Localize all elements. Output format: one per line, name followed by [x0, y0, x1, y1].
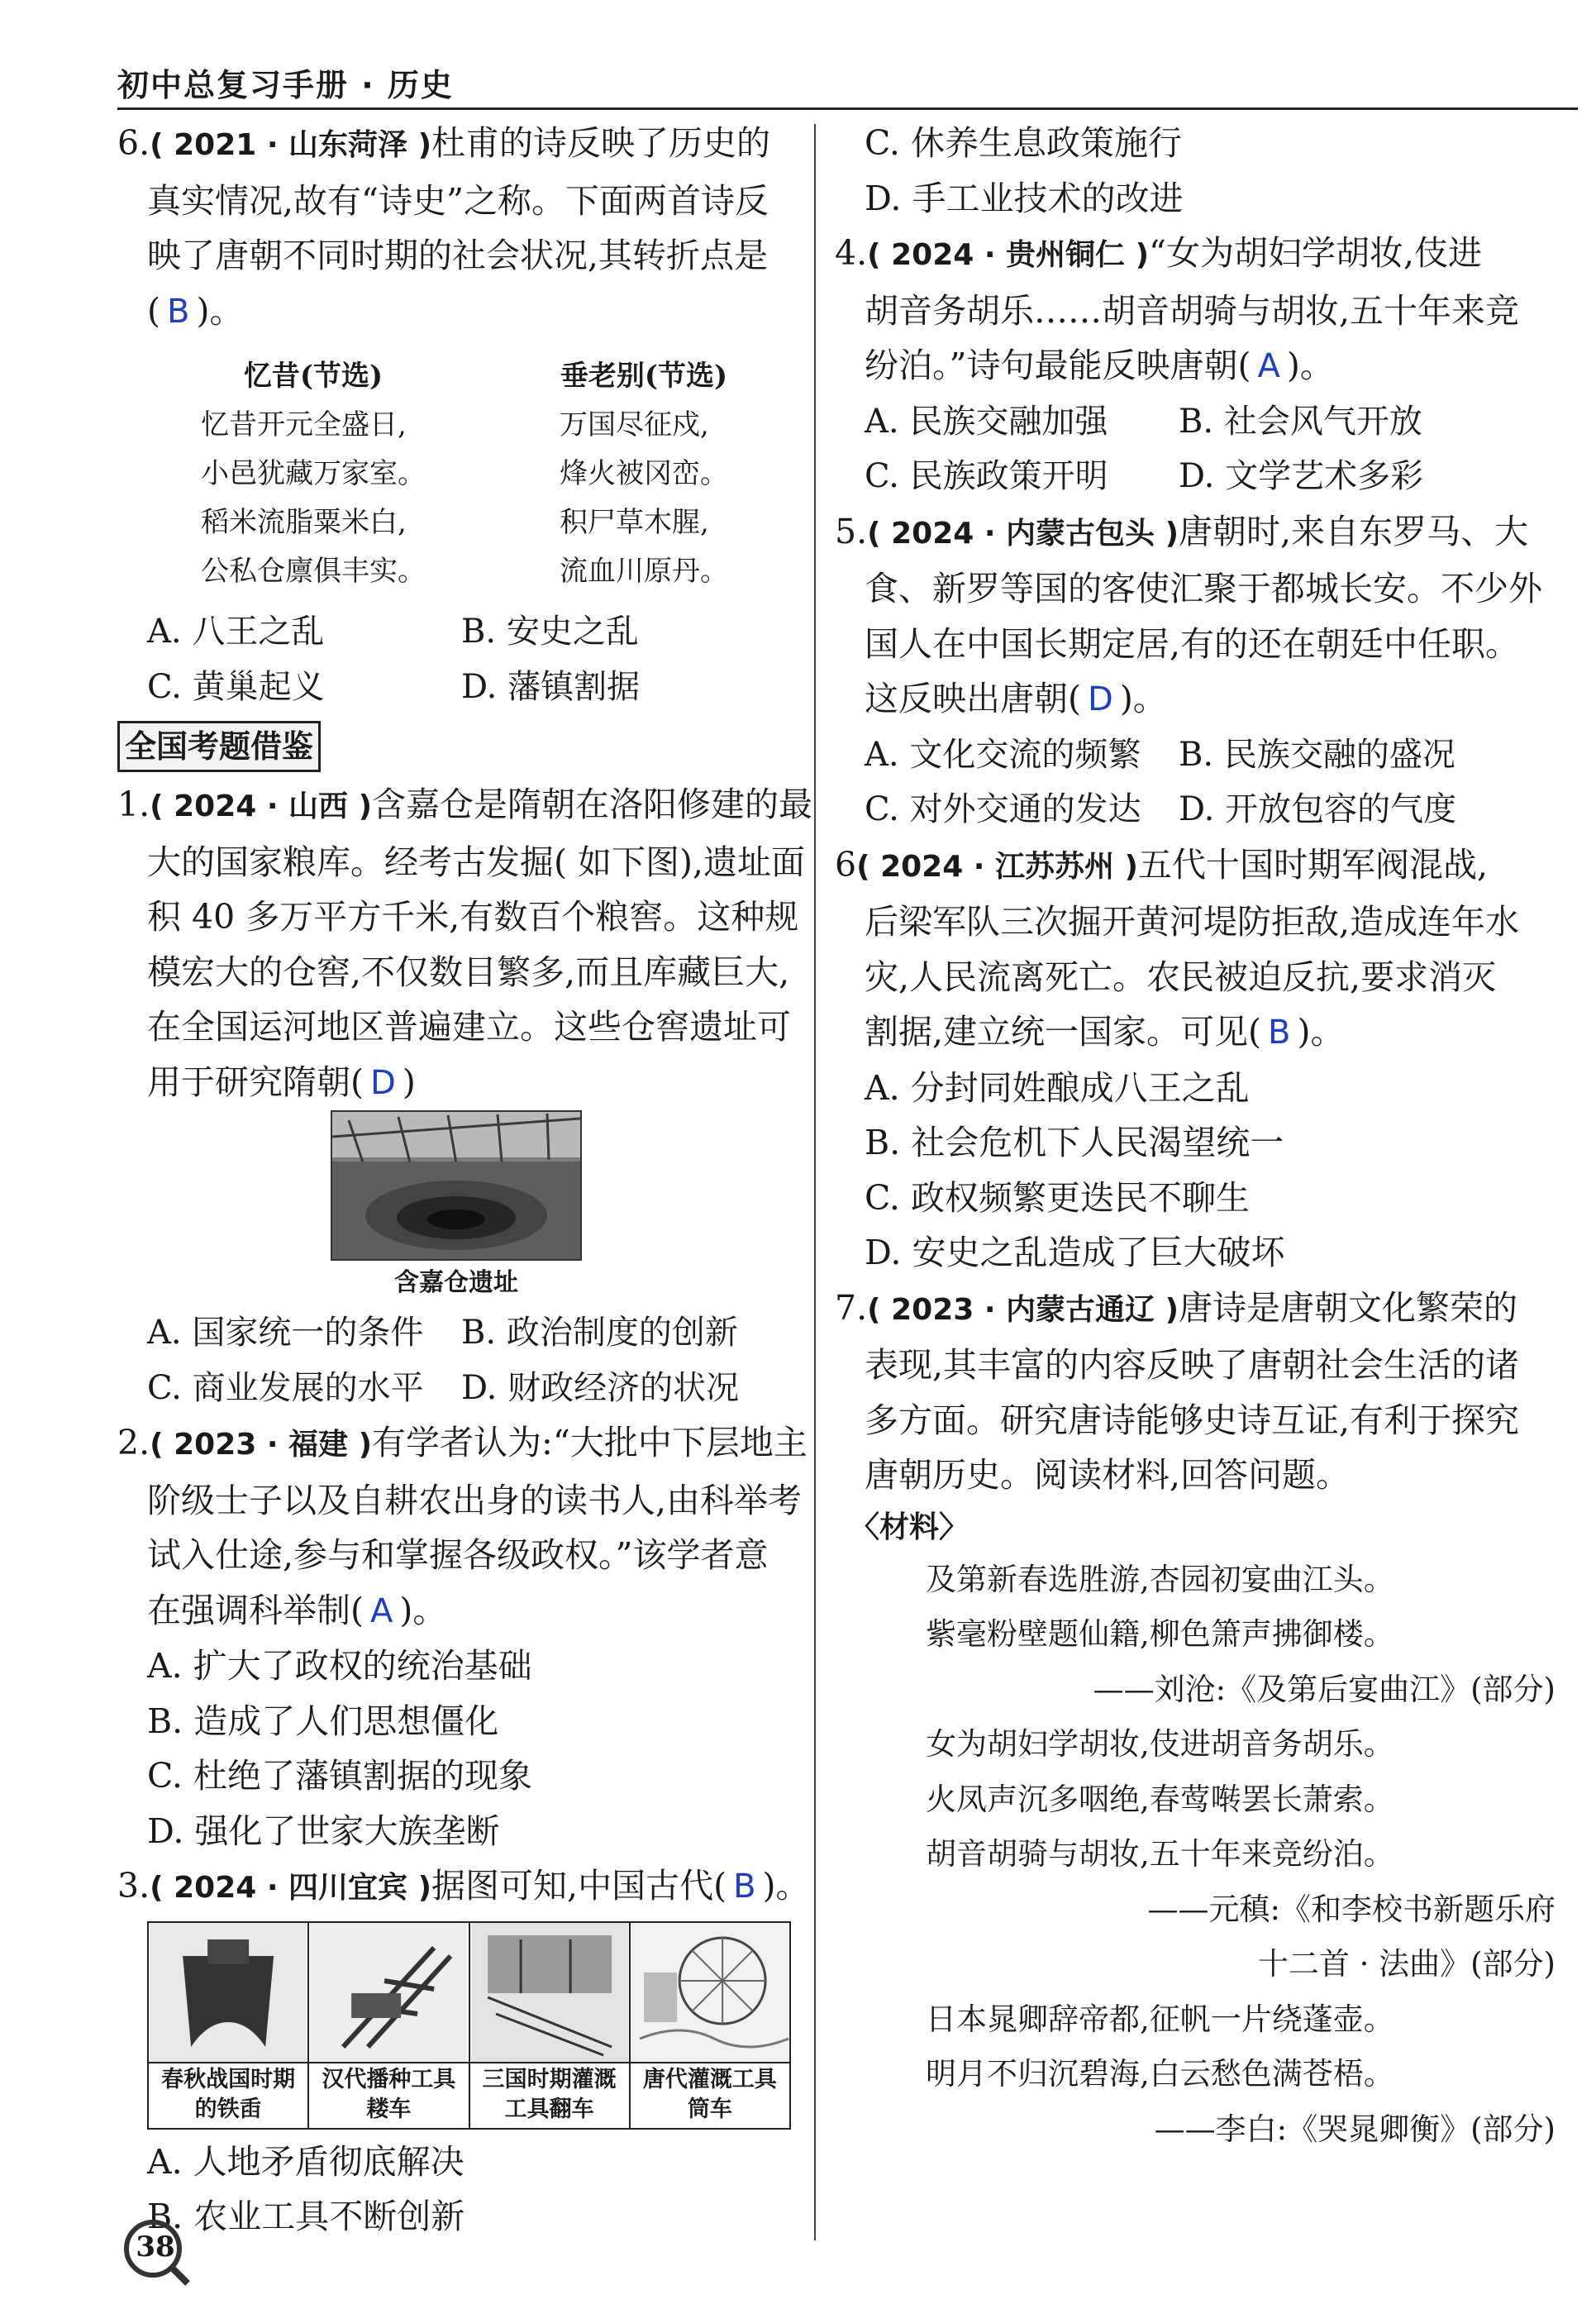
text-line: 后梁军队三次掘开黄河堤防拒敌,造成连年水	[865, 902, 1520, 942]
text-line: 有学者认为:“大批中下层地主	[372, 1423, 808, 1462]
text-line: 在强调科举制(	[147, 1590, 364, 1630]
option-d: D. 藩镇割据	[461, 667, 641, 706]
question-source: ( 2024 · 四川宜宾 )	[150, 1871, 432, 1905]
material-title: 〈材料〉	[850, 1510, 970, 1544]
question-7	[835, 1281, 1562, 2158]
poem-yixi	[201, 352, 426, 596]
text-line: 阶级士子以及自耕农出身的读书人,由科举考	[147, 1480, 803, 1520]
option-b: B. 民族交融的盛况	[1179, 735, 1455, 774]
text-line: 五代十国时期军阀混战,	[1138, 844, 1489, 885]
question-2	[117, 1415, 808, 1858]
text-line: )。	[1286, 346, 1334, 385]
text-line: 试入仕途,参与和掌握各级政权。”该学者意	[147, 1535, 769, 1575]
text-line: 积尸草木腥,	[560, 506, 709, 539]
tube-wheel-image	[631, 1923, 789, 2063]
material-verse: 火凤声沉多咽绝,春莺啭罢长萧索。	[926, 1781, 1394, 1817]
iron-spade-image	[149, 1923, 307, 2063]
text-line: 7.	[835, 1287, 868, 1328]
question-source: ( 2023 · 福建 )	[150, 1428, 373, 1462]
text-line: 筒车	[687, 2096, 732, 2122]
text-line: 这反映出唐朝(	[865, 679, 1081, 718]
text-line: )	[402, 1061, 416, 1102]
text-line: “女为胡妇学胡妆,伎进	[1149, 233, 1483, 273]
text-line: 垂老别(节选)	[560, 360, 728, 393]
tool-seed-drill	[307, 1923, 468, 2128]
question-source: ( 2024 · 江苏苏州 )	[856, 849, 1139, 884]
options-row	[117, 1361, 795, 1416]
option-d: D. 强化了世家大族垄断	[147, 1810, 500, 1851]
answer-mark: B	[1268, 1014, 1291, 1052]
text-line: 唐朝历史。阅读材料,回答问题。	[865, 1455, 1351, 1495]
answer-mark: B	[733, 1868, 756, 1906]
option-b: B. 社会危机下人民渴望统一	[865, 1123, 1284, 1162]
text-line: 胡音务胡乐……胡音胡骑与胡妆,五十年来竞	[865, 290, 1520, 331]
running-header: 初中总复习手册 · 历史	[117, 67, 454, 103]
right-column	[835, 116, 1562, 2157]
material-source: ——元稹:《和李校书新题乐府	[1147, 1891, 1556, 1927]
text-line: 纷泊。”诗句最能反映唐朝(	[865, 346, 1251, 385]
option-b: B. 政治制度的创新	[461, 1314, 738, 1352]
option-c: C. 民族政策开明	[865, 457, 1108, 495]
text-line: )。	[399, 1590, 447, 1630]
material-verse: 日本晁卿辞帝都,征帆一片绕蓬壶。	[926, 2001, 1394, 2037]
text-line: 忆昔开元全盛日,	[201, 408, 407, 441]
text-line: 用于研究隋朝(	[147, 1061, 364, 1102]
option-c: C. 黄巢起义	[147, 667, 325, 706]
question-source: ( 2024 · 内蒙古包头 )	[867, 516, 1179, 551]
text-line: 2.	[117, 1423, 150, 1462]
option-d: D. 手工业技术的改进	[865, 178, 1184, 218]
question-1	[117, 777, 813, 1415]
options-row	[117, 1305, 795, 1361]
text-line: 烽火被冈峦。	[560, 457, 728, 490]
text-line: 5.	[835, 511, 868, 551]
option-b: B. 农业工具不断创新	[147, 2197, 465, 2236]
text-line: 杜甫的诗反映了历史的	[431, 123, 771, 163]
text-line: 4.	[835, 233, 868, 273]
option-d: D. 文学艺术多彩	[1179, 457, 1424, 495]
answer-mark: A	[370, 1591, 393, 1630]
text-line: )。	[762, 1866, 810, 1906]
options-row	[835, 394, 1562, 450]
text-line: 三国时期灌溉	[482, 2066, 617, 2092]
page-number: 38	[136, 2230, 175, 2264]
left-column	[117, 116, 813, 2245]
option-d: D. 开放包容的气度	[1179, 790, 1457, 828]
material-source: ——李白:《哭晁卿衡》(部分)	[1154, 2111, 1556, 2147]
material-verse: 明月不归沉碧海,白云愁色满苍梧。	[926, 2056, 1394, 2092]
options-row	[117, 604, 795, 660]
column-divider	[814, 124, 816, 2240]
option-c: C. 休养生息政策施行	[865, 123, 1182, 163]
option-a: A. 人地矛盾彻底解决	[147, 2141, 465, 2182]
question-source: ( 2023 · 内蒙古通辽 )	[867, 1292, 1179, 1327]
material-source: 十二首 · 法曲》(部分)	[1257, 1946, 1556, 1982]
text-line: 流血川原丹。	[560, 555, 728, 588]
text-line: 耧车	[366, 2096, 412, 2122]
tool-iron-spade	[149, 1923, 307, 2128]
option-c: C. 对外交通的发达	[865, 790, 1141, 828]
header-rule	[117, 107, 1578, 110]
option-b: B. 安史之乱	[461, 613, 639, 651]
material-block	[835, 1553, 1562, 2158]
material-verse: 女为胡妇学胡妆,伎进胡音务胡乐。	[926, 1726, 1394, 1762]
text-line: 据图可知,中国古代(	[431, 1866, 727, 1906]
tool-dragon-backbone-pump	[469, 1923, 629, 2128]
option-a: A. 国家统一的条件	[147, 1314, 424, 1352]
text-line: 模宏大的仓窖,不仅数目繁多,而且库藏巨大,	[147, 952, 790, 992]
text-line: 食、新罗等国的客使汇聚于都城长安。不少外	[865, 569, 1542, 608]
option-c: C. 政权频繁更迭民不聊生	[865, 1177, 1250, 1218]
text-line: 大的国家粮库。经考古发掘( 如下图),遗址面	[147, 842, 806, 882]
text-line: 积 40 多万平方千米,有数百个粮窖。这种规	[147, 897, 799, 937]
answer-mark: A	[1257, 347, 1280, 385]
text-line: 在全国运河地区普遍建立。这些仓窖遗址可	[147, 1007, 791, 1047]
material-verse: 及第新春选胜游,杏园初宴曲江头。	[926, 1561, 1394, 1597]
text-line: 6.	[117, 123, 150, 163]
text-line: 割据,建立统一国家。可见(	[865, 1012, 1262, 1052]
poem-pair	[134, 352, 795, 596]
text-line: 多方面。研究唐诗能够史诗互证,有利于探究	[865, 1400, 1520, 1440]
question-source: ( 2024 · 贵州铜仁 )	[867, 238, 1150, 272]
text-line: 忆昔(节选)	[243, 360, 384, 393]
hanjiacang-photo	[117, 1110, 795, 1302]
text-line: 国人在中国长期定居,有的还在朝廷中任职。	[865, 623, 1520, 664]
option-a: A. 扩大了政权的统治基础	[147, 1646, 532, 1686]
answer-mark: B	[167, 292, 190, 331]
material-verse: 紫毫粉壁题仙籍,柳色箫声拂御楼。	[926, 1616, 1394, 1652]
text-line: 映了唐朝不同时期的社会状况,其转折点是	[147, 236, 769, 275]
question-source: ( 2021 · 山东菏泽 )	[150, 128, 432, 162]
text-line: 表现,其丰富的内容反映了唐朝社会生活的诸	[865, 1345, 1520, 1385]
question-3-continued	[835, 116, 1562, 226]
page-number-badge	[120, 2216, 191, 2287]
seed-drill-image	[309, 1923, 468, 2063]
tools-figure-table	[147, 1921, 791, 2130]
tool-tube-wheel	[629, 1923, 789, 2128]
text-line: 6	[835, 844, 857, 885]
material-verse: 胡音胡骑与胡妆,五十年来竞纷泊。	[926, 1836, 1394, 1872]
answer-mark: D	[1088, 680, 1113, 718]
option-b: B. 社会风气开放	[1179, 402, 1422, 441]
option-a: A. 分封同姓酿成八王之乱	[865, 1067, 1250, 1108]
text-line: 汉代播种工具	[322, 2066, 456, 2092]
question-3	[117, 1858, 810, 2245]
option-d: D. 安史之乱造成了巨大破坏	[865, 1233, 1285, 1272]
text-line: 的铁臿	[194, 2096, 262, 2122]
text-line: )。	[196, 290, 244, 331]
text-line: 3.	[117, 1866, 150, 1906]
question-6-right	[835, 837, 1562, 1281]
granary-pit-photo	[331, 1110, 582, 1261]
text-line: )。	[1119, 679, 1167, 718]
option-b: B. 造成了人们思想僵化	[147, 1701, 499, 1741]
option-d: D. 财政经济的状况	[461, 1368, 740, 1407]
text-line: 工具翻车	[504, 2096, 594, 2122]
option-c: C. 商业发展的水平	[147, 1368, 424, 1407]
text-line: 公私仓廪俱丰实。	[201, 555, 426, 588]
question-source: ( 2024 · 山西 )	[150, 790, 373, 823]
text-line: 万国尽征戍,	[560, 408, 709, 441]
text-line: (	[147, 290, 160, 331]
text-line: 真实情况,故有“诗史”之称。下面两首诗反	[147, 180, 769, 221]
text-line: 含嘉仓是隋朝在洛阳修建的最	[372, 785, 813, 824]
material-source: ——刘沧:《及第后宴曲江》(部分)	[1093, 1671, 1556, 1707]
option-a: A. 民族交融加强	[865, 402, 1108, 441]
option-a: A. 文化交流的频繁	[865, 735, 1141, 774]
dragon-pump-image	[470, 1923, 629, 2063]
text-line: )。	[1297, 1012, 1345, 1052]
options-row	[835, 449, 1562, 504]
text-line: 小邑犹藏万家室。	[201, 457, 426, 490]
options-row	[835, 782, 1562, 837]
question-6-left	[117, 116, 795, 714]
question-5	[835, 504, 1562, 837]
answer-mark: D	[370, 1063, 396, 1102]
text-line: 灾,人民流离死亡。农民被迫反抗,要求消灭	[865, 957, 1497, 997]
text-line: 唐朝时,来自东罗马、大	[1179, 511, 1529, 551]
text-line: 稻米流脂粟米白,	[201, 506, 407, 539]
text-line: 唐诗是唐朝文化繁荣的	[1179, 1287, 1518, 1328]
option-c: C. 杜绝了藩镇割据的现象	[147, 1756, 532, 1796]
question-4	[835, 226, 1562, 504]
options-row	[835, 728, 1562, 783]
text-line: 含嘉仓遗址	[394, 1268, 518, 1297]
options-row	[117, 660, 795, 715]
poem-chuilaobie	[560, 352, 728, 596]
section-heading: 全国考题借鉴	[117, 721, 321, 772]
option-a: A. 八王之乱	[147, 613, 325, 651]
text-line: 唐代灌溉工具	[642, 2066, 777, 2092]
text-line: 1.	[117, 785, 150, 824]
text-line: 春秋战国时期	[161, 2066, 296, 2092]
